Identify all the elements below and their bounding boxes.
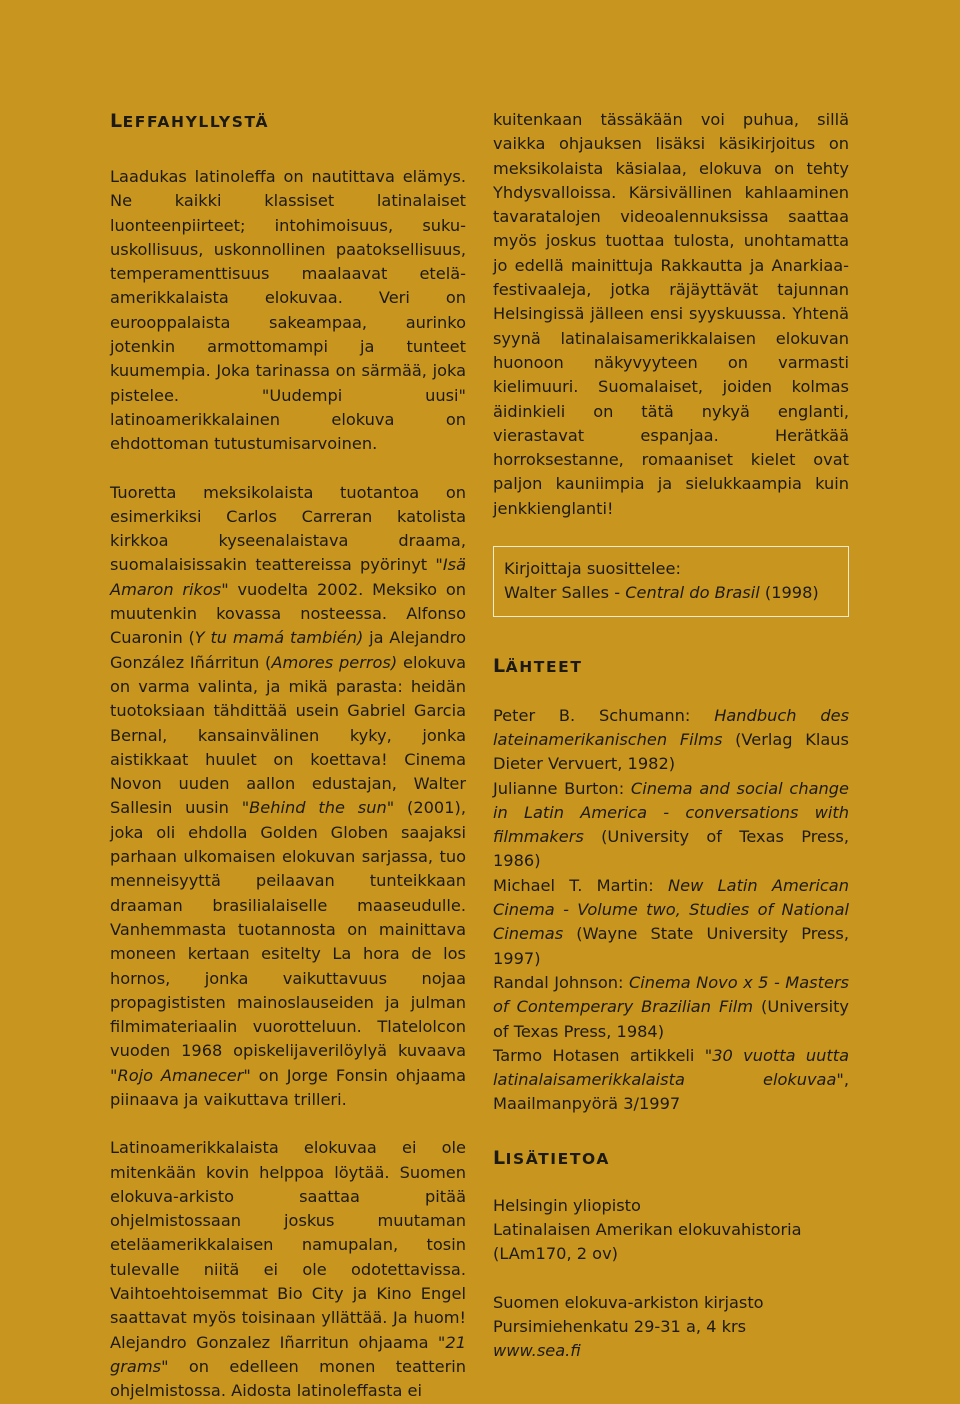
heading-rest: ISÄTIETOA (505, 1149, 610, 1168)
italic-run: Y tu mamá también) (194, 628, 364, 648)
paragraph-availability (110, 1136, 466, 1403)
italic-run: New Latin American Cinema - Volume two, Studies of National Cinemas (493, 875, 849, 944)
reference-item (493, 971, 849, 1044)
italic-run: Cinema and social change in Latin America - conversations with filmmakers (493, 778, 849, 847)
info-line: Helsingin yliopisto (493, 1195, 641, 1215)
text-run: " on edelleen monen teatterin ohjelmistossa. Aidosta latinoleffasta ei (110, 1356, 466, 1401)
text-run: Tuoretta meksikolaista tuotantoa on esimerkiksi Carlos Carreran katolista kirkkoa kyseenalaistava draama, suomalaisissakin teattereissa pyörinyt " (110, 482, 466, 575)
italic-run: Rojo Amanecer (117, 1065, 244, 1085)
recommendation-film (504, 581, 838, 605)
website-link[interactable] (493, 1339, 849, 1363)
right-column (493, 108, 849, 1363)
paragraph-continued: kuitenkaan tässäkään voi puhua, sillä vaikka ohjauksen lisäksi käsikirjoitus on meksikolaista käsialaa, elokuva on tehty Yhdysvalloissa. Kärsivällinen kahlaaminen tavaratalojen videoalennuksissa saattaa myös joskus tuottaa tulosta, unohtamatta jo edellä mainittuja Rakkautta ja Anarkiaa- festivaaleja, jotka räjäyttävät tajunnan Helsingissä jälleen ensi syyskuussa. Yhtenä syynä latinalaisamerikkalaisen elokuvan huonoon näkyvyyteen on varmasti kielimuuri. Suomalaiset, joiden kolmas äidinkieli on tätä nykyä englanti, vierastavat espanjaa. Herätkää horroksestanne, romaaniset kielet ovat paljon kauniimpia ja sielukkaampia kuin jenkkienglanti! (493, 110, 849, 518)
section-heading-leffahyllysta (110, 108, 466, 135)
text-run: ", Maailmanpyörä 3/1997 (493, 1070, 849, 1114)
recommendation-title: Central do Brasil (625, 583, 760, 603)
heading-rest: ÄHTEET (505, 657, 583, 676)
italic-run: Isä Amaron rikos (110, 555, 466, 599)
paragraph-mexico (110, 481, 466, 1113)
website-link-text[interactable]: www.sea.fi (493, 1341, 581, 1361)
text-run: Peter B. Schumann: (493, 705, 715, 725)
recommendation-box (493, 546, 849, 617)
text-run: Julianne Burton: (493, 778, 631, 798)
references-list (493, 704, 849, 1117)
text-run: Tarmo Hotasen artikkeli " (493, 1045, 713, 1065)
info-line: Latinalaisen Amerikan elokuvahistoria (493, 1219, 802, 1239)
italic-run: 30 vuotta uutta latinalaisamerikkalaista elokuvaa (493, 1045, 849, 1090)
reference-item (493, 777, 849, 874)
text-run: " (2001), joka oli ehdolla Golden Globen saajaksi parhaan ulkomaisen elokuvan sarjassa, tuo menneisyyttä peilaavan tunteikkaan draaman brasilialaiselle maaseudulle. Vanhemmasta tuotannosta on mainittava moneen kertaan esitelty La hora de los hornos, jonka vaikuttavuus nojaa propagististen mainoslauseiden ja julman filmimateriaalin vuorotteluun. Tlatelolcon vuoden 1968 opiskelijaverilöylyä kuvaava " (110, 798, 466, 1085)
italic-run: Handbuch des lateinamerikanischen Films (493, 705, 849, 749)
text-run: elokuva on varma valinta, ja mikä parasta: heidän tuotoksiaan tähdittää usein Gabriel Garcia Bernal, kansainvälinen kyky, jonka aistikkaat huulet on koettava! Cinema Novon uuden aallon edustajan, Walter Sallesin uusin " (110, 652, 466, 818)
text-run: Michael T. Martin: (493, 875, 669, 895)
text-run: (University of Texas Press, 1984) (493, 997, 849, 1041)
recommendation-director: Walter Salles - (504, 583, 626, 603)
info-line: Pursimiehenkatu 29-31 a, 4 krs (493, 1316, 747, 1336)
recommendation-label: Kirjoittaja suosittelee: (504, 559, 681, 579)
text-run: " vuodelta 2002. Meksiko on muutenkin kovassa nosteessa. Alfonso Cuaronin ( (110, 579, 466, 648)
info-line: (LAm170, 2 ov) (493, 1244, 618, 1264)
text-run: ja Alejandro González Iñárritun ( (110, 628, 466, 672)
text-run: (Verlag Klaus Dieter Vervuert, 1982) (493, 729, 849, 774)
reference-item (493, 1044, 849, 1117)
heading-rest: EFFAHYLLYSTÄ (122, 113, 270, 131)
italic-run: 21 grams (110, 1332, 466, 1376)
italic-run: Cinema Novo x 5 - Masters of Contemperary Brazilian Film (493, 972, 849, 1017)
text-run: (Wayne State University Press, 1997) (493, 924, 849, 968)
info-line: Suomen elokuva-arkiston kirjasto (493, 1292, 764, 1312)
section-heading-lisatietoa (493, 1145, 849, 1172)
section-heading-lahteet (493, 653, 849, 680)
paragraph-intro: Laadukas latinoleffa on nautittava elämys. Ne kaikki klassiset latinalaiset luonteenpiirteet; intohimoisuus, suku-uskollisuus, uskonnollinen paatoksellisuus, temperamenttisuus maalaavat etelä-amerikkalaista elokuvaa. Veri on eurooppalaista sakeampaa, aurinko jotenkin armottomampi ja tunteet kuumempia. Joka tarinassa on särmää, joka pistelee. "Uudempi uusi" latinoamerikkalainen elokuva on ehdottoman tutustumisarvoinen. (110, 167, 466, 454)
reference-item (493, 874, 849, 971)
heading-initial: L (110, 110, 123, 132)
text-run: Randal Johnson: (493, 972, 629, 992)
text-run: Latinoamerikkalaista elokuvaa ei ole mitenkään kovin helppoa löytää. Suomen elokuva-arkisto saattaa pitää ohjelmistossaan joskus muutaman eteläamerikkalaisen namupalan, tosin tulevalle niitä ei ole odotettavissa. Vaihtoehtoisemmat Bio City ja Kino Engel saattavat myös toisinaan yllättää. Ja huom! Alejandro Gonzalez Iñarritun ohjaama " (110, 1138, 466, 1352)
heading-initial: L (493, 654, 506, 677)
text-run: (University of Texas Press, 1986) (493, 827, 849, 871)
text-run: " on Jorge Fonsin ohjaama piinaava ja vaikuttava trilleri. (110, 1065, 466, 1109)
recommendation-year: (1998) (759, 583, 819, 603)
left-column (110, 108, 466, 1404)
heading-initial: L (493, 1146, 506, 1169)
italic-run: Behind the sun (249, 798, 387, 818)
reference-item (493, 704, 849, 777)
italic-run: Amores perros) (271, 652, 398, 672)
